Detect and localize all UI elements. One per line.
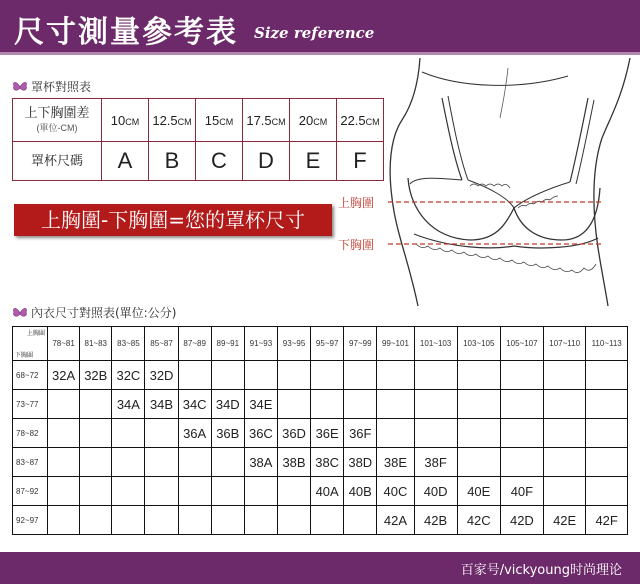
size-cell	[178, 448, 211, 477]
size-cell	[586, 448, 628, 477]
size-cell	[48, 448, 80, 477]
size-cell	[377, 361, 414, 390]
size-cell	[244, 361, 277, 390]
page-title: 尺寸測量參考表	[14, 15, 238, 50]
size-cell: 42E	[543, 506, 585, 535]
cup-letter: F	[337, 142, 384, 181]
size-cell	[457, 361, 500, 390]
size-cell	[543, 477, 585, 506]
size-row	[13, 361, 628, 390]
page-subtitle: Size reference	[254, 24, 375, 42]
size-cell: 36D	[277, 419, 310, 448]
size-cell	[500, 448, 543, 477]
column-header: 97~99	[344, 327, 377, 361]
size-cell	[112, 448, 145, 477]
cup-diff-cell	[102, 99, 149, 142]
size-cell	[586, 361, 628, 390]
size-cell: 42D	[500, 506, 543, 535]
size-cell: 32A	[48, 361, 80, 390]
cup-diff-value: 22.5	[340, 112, 366, 128]
size-cell	[211, 506, 244, 535]
size-cell: 40A	[311, 477, 344, 506]
column-header: 93~95	[277, 327, 310, 361]
size-cell	[277, 361, 310, 390]
size-cell	[48, 390, 80, 419]
size-cell	[48, 419, 80, 448]
size-cell: 40E	[457, 477, 500, 506]
cup-diff-unit-label: CM	[313, 116, 328, 127]
row-header: 68~72	[13, 361, 48, 390]
row-header: 87~92	[13, 477, 48, 506]
formula-banner: 上胸圍-下胸圍=您的罩杯尺寸	[14, 204, 332, 236]
size-cell	[457, 390, 500, 419]
size-cell	[311, 506, 344, 535]
column-header: 99~101	[377, 327, 414, 361]
size-cell	[500, 419, 543, 448]
size-cell	[112, 477, 145, 506]
size-cell	[48, 477, 80, 506]
size-cell	[344, 390, 377, 419]
cup-letter: D	[243, 142, 290, 181]
cup-diff-cell	[149, 99, 196, 142]
size-cell	[244, 506, 277, 535]
row-header: 73~77	[13, 390, 48, 419]
size-cell	[586, 477, 628, 506]
size-cell	[500, 390, 543, 419]
column-header: 87~89	[178, 327, 211, 361]
size-cell: 36E	[311, 419, 344, 448]
column-header: 107~110	[543, 327, 585, 361]
size-cell	[80, 419, 112, 448]
size-cell: 34C	[178, 390, 211, 419]
size-cell: 38D	[344, 448, 377, 477]
cup-diff-cell	[243, 99, 290, 142]
size-cell	[344, 506, 377, 535]
butterfly-icon	[12, 306, 28, 320]
cup-letter: A	[102, 142, 149, 181]
size-cell: 40F	[500, 477, 543, 506]
size-cell: 38B	[277, 448, 310, 477]
row-header: 78~82	[13, 419, 48, 448]
size-cell: 36B	[211, 419, 244, 448]
size-cell	[211, 477, 244, 506]
size-table-header-row	[13, 327, 628, 361]
cup-diff-unit-label: CM	[219, 116, 234, 127]
size-cell	[311, 361, 344, 390]
column-header: 110~113	[586, 327, 628, 361]
cup-diff-value: 15	[204, 112, 220, 128]
cup-diff-unit-label: CM	[125, 116, 140, 127]
size-cell	[112, 419, 145, 448]
size-cell: 40D	[414, 477, 457, 506]
size-cell: 34D	[211, 390, 244, 419]
column-header: 91~93	[244, 327, 277, 361]
size-cell: 38A	[244, 448, 277, 477]
lower-bust-label: 下胸圍	[338, 238, 375, 252]
size-row	[13, 419, 628, 448]
column-header: 85~87	[145, 327, 178, 361]
cup-size-table	[12, 98, 384, 181]
cup-diff-unit-label: CM	[365, 116, 380, 127]
size-cell: 36A	[178, 419, 211, 448]
cup-diff-value: 17.5	[246, 112, 272, 128]
upper-bust-label: 上胸圍	[338, 196, 375, 210]
size-cell	[311, 390, 344, 419]
cup-diff-cell	[196, 99, 243, 142]
size-cell	[80, 506, 112, 535]
size-cell	[145, 419, 178, 448]
size-cell	[80, 448, 112, 477]
column-header: 89~91	[211, 327, 244, 361]
size-cell	[414, 390, 457, 419]
size-cell	[586, 419, 628, 448]
cup-diff-unit-label: CM	[271, 116, 286, 127]
size-cell: 32D	[145, 361, 178, 390]
row-header: 92~97	[13, 506, 48, 535]
butterfly-icon	[12, 80, 28, 94]
size-cell: 32B	[80, 361, 112, 390]
size-cell: 34A	[112, 390, 145, 419]
size-cell: 42F	[586, 506, 628, 535]
size-cell	[178, 361, 211, 390]
size-cell	[543, 390, 585, 419]
cup-section-title: 罩杯對照表	[31, 80, 92, 94]
cup-diff-unit: (單位-CM)	[36, 122, 78, 133]
size-cell	[586, 390, 628, 419]
cup-size-header: 罩杯尺碼	[13, 142, 102, 181]
size-cell: 38F	[414, 448, 457, 477]
size-cell: 38E	[377, 448, 414, 477]
size-table-corner	[13, 327, 48, 361]
size-cell: 34E	[244, 390, 277, 419]
cup-diff-unit-label: CM	[177, 116, 192, 127]
bra-size-table	[12, 326, 628, 535]
size-cell	[500, 361, 543, 390]
size-cell	[277, 506, 310, 535]
size-cell: 36C	[244, 419, 277, 448]
cup-diff-header	[13, 99, 102, 142]
column-header: 103~105	[457, 327, 500, 361]
size-cell: 38C	[311, 448, 344, 477]
row-header: 83~87	[13, 448, 48, 477]
column-header: 78~81	[48, 327, 80, 361]
size-cell	[377, 390, 414, 419]
size-cell	[145, 506, 178, 535]
cup-diff-value: 12.5	[152, 112, 178, 128]
size-cell	[178, 477, 211, 506]
corner-upper-label: 上胸圍	[26, 331, 45, 337]
size-cell	[277, 390, 310, 419]
size-cell	[211, 448, 244, 477]
size-cell	[277, 477, 310, 506]
size-row	[13, 506, 628, 535]
bust-illustration	[330, 58, 640, 306]
size-cell	[145, 477, 178, 506]
size-cell	[80, 390, 112, 419]
size-row	[13, 448, 628, 477]
footer-bar	[0, 552, 640, 584]
size-cell: 32C	[112, 361, 145, 390]
column-header: 101~103	[414, 327, 457, 361]
corner-lower-label: 下胸圍	[15, 353, 34, 359]
size-section-title: 內衣尺寸對照表(單位:公分)	[31, 306, 177, 320]
cup-letter: E	[290, 142, 337, 181]
cup-diff-header-label: 上下胸圍差	[24, 104, 90, 120]
size-cell: 42C	[457, 506, 500, 535]
column-header: 95~97	[311, 327, 344, 361]
size-cell	[414, 361, 457, 390]
size-cell	[178, 506, 211, 535]
size-cell	[48, 506, 80, 535]
size-cell: 42B	[414, 506, 457, 535]
column-header: 83~85	[112, 327, 145, 361]
size-cell	[543, 448, 585, 477]
size-cell	[543, 361, 585, 390]
size-cell: 40B	[344, 477, 377, 506]
size-cell: 42A	[377, 506, 414, 535]
header-divider	[0, 52, 640, 55]
cup-section-label	[12, 78, 91, 95]
size-cell	[457, 419, 500, 448]
size-row	[13, 477, 628, 506]
size-row	[13, 390, 628, 419]
size-cell	[377, 419, 414, 448]
size-cell	[457, 448, 500, 477]
size-cell: 34B	[145, 390, 178, 419]
size-cell	[211, 361, 244, 390]
size-cell: 40C	[377, 477, 414, 506]
size-cell	[112, 506, 145, 535]
cup-diff-value: 20	[298, 112, 314, 128]
size-section-label	[12, 304, 176, 321]
cup-diff-value: 10	[110, 112, 126, 128]
footer-credit: 百家号/vickyoung时尚理论	[460, 563, 622, 578]
cup-letter: C	[196, 142, 243, 181]
size-cell	[145, 448, 178, 477]
size-cell	[244, 477, 277, 506]
cup-letter: B	[149, 142, 196, 181]
column-header: 105~107	[500, 327, 543, 361]
header-bar	[0, 0, 640, 52]
size-cell	[543, 419, 585, 448]
size-cell	[344, 361, 377, 390]
column-header: 81~83	[80, 327, 112, 361]
size-cell	[414, 419, 457, 448]
size-cell: 36F	[344, 419, 377, 448]
size-cell	[80, 477, 112, 506]
